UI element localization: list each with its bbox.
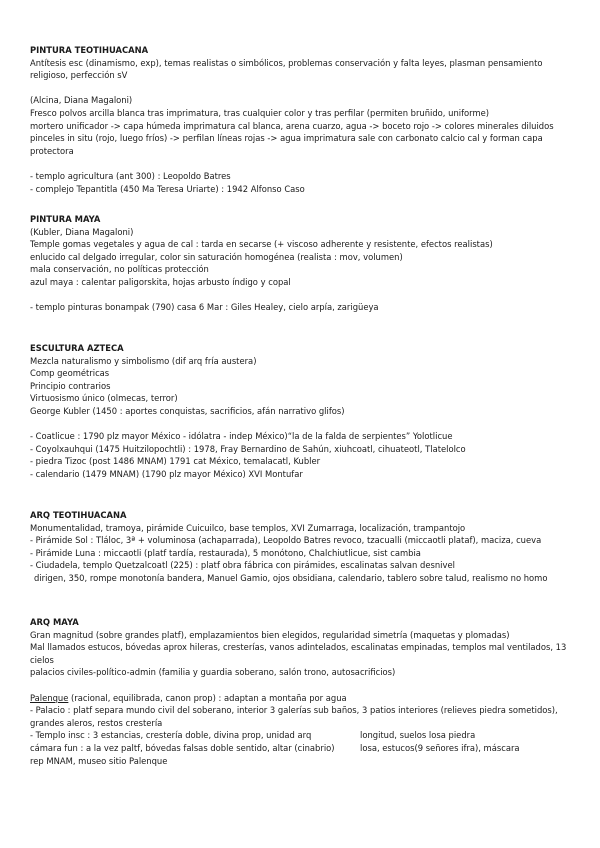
list-item: - Pirámide Luna : miccaotli (platf tardía, restaurada), 5 monótono, Chalchiutlicue, sist cambia (30, 547, 421, 558)
text-line: Temple gomas vegetales y agua de cal : tarda en secarse (+ viscoso adherente y resistente, efectos realistas) (30, 239, 493, 250)
list-item: - Palacio : platf separa mundo civil del soberano, interior 3 galerías sub baños, 3 patios interiores (relieves piedra sometidos), grandes aleros, restos crestería (30, 705, 558, 728)
templo-text: - Templo insc : 3 estancias, crestería doble, divina prop, unidad arq (30, 730, 312, 741)
text-line: Antítesis esc (dinamismo, exp), temas realistas o simbólicos, problemas conservación y falta leyes, plasman pensamiento religioso, perfección sV (30, 57, 543, 81)
list-item: - templo pinturas bonampak (790) casa 6 Mar : Giles Healey, cielo arpía, zarigüeya (30, 302, 379, 313)
section-title: ESCULTURA AZTECA (30, 343, 124, 353)
text-line: Virtuosismo único (olmecas, terror) (30, 393, 178, 404)
templo-line (30, 729, 575, 742)
section-title: PINTURA TEOTIHUACANA (30, 45, 149, 55)
section-title: ARQ TEOTIHUACANA (30, 510, 127, 520)
text-line: Gran magnitud (sobre grandes platf), emplazamientos bien elegidos, regularidad simetría (maquetas y plomadas) (30, 629, 510, 640)
text-line: George Kubler (1450 : aportes conquistas, sacrificios, afán narrativo glifos) (30, 405, 345, 416)
section-title: ARQ MAYA (30, 617, 79, 627)
text-line: (Kubler, Diana Magaloni) (30, 226, 134, 237)
list-item: - Coyolxauhqui (1475 Huitzilopochtli) : 1978, Fray Bernardino de Sahún, xiuhcoatl, cihuateotl, Tlatelolco (30, 443, 466, 454)
list-item: - Ciudadela, templo Quetzalcoatl (225) : platf obra fábrica con pirámides, escalinatas salvan desnivel (30, 560, 455, 571)
list-item: - complejo Tepantitla (450 Ma Teresa Uriarte) : 1942 Alfonso Caso (30, 183, 305, 194)
list-item: - calendario (1479 MNAM) (1790 plz mayor México) XVI Montufar (30, 468, 303, 479)
text-line: Principio contrarios (30, 380, 111, 391)
camara-text: cámara fun : a la vez paltf, bóvedas falsas doble sentido, altar (cinabrio) (30, 742, 335, 753)
list-item: - templo agricultura (ant 300) : Leopoldo Batres (30, 170, 231, 181)
text-line: azul maya : calentar paligorskita, hojas arbusto índigo y copal (30, 276, 291, 287)
palenque-heading: Palenque (30, 692, 69, 703)
text-line: dirigen, 350, rompe monotonía bandera, Manuel Gamio, ojos obsidiana, calendario, tablero sobre talud, realismo no homo (34, 572, 548, 583)
text-line: enlucido cal delgado irregular, color sin saturación homogénea (realista : mov, volumen) (30, 251, 403, 262)
text-line: Mezcla naturalismo y simbolismo (dif arq fría austera) (30, 355, 257, 366)
palenque-line (30, 692, 575, 705)
text-line: Fresco polvos arcilla blanca tras imprimatura, tras cualquier color y tras perfilar (permiten bruñido, uniforme) (30, 107, 490, 118)
camara-line (30, 742, 575, 755)
text-line: Monumentalidad, tramoya, pirámide Cuicuilco, base templos, XVI Zumarraga, localización, trampantojo (30, 522, 466, 533)
text-line: mala conservación, no políticas protección (30, 264, 209, 275)
list-item: - Coatlicue : 1790 plz mayor México - idólatra - indep México)“la de la falda de serpientes” Yolotlicue (30, 431, 453, 442)
palenque-description: (racional, equilibrada, canon prop) : adaptan a montaña por agua (68, 692, 347, 703)
camara-side-note: losa, estucos(9 señores ifra), máscara (360, 742, 520, 753)
section-arq-maya (30, 616, 575, 767)
list-item: - Pirámide Sol : Tláloc, 3ª + voluminosa (achaparrada), Leopoldo Batres revoco, tzacualli (miccaotli plataf), maciza, cueva (30, 535, 542, 546)
text-line: Mal llamados estucos, bóvedas aprox hileras, cresterías, vanos adintelados, escalinatas empinadas, templos mal ventilados, 13 cielos (30, 642, 567, 665)
section-escultura-azteca (30, 342, 575, 481)
section-pintura-maya (30, 213, 575, 314)
section-pintura-teotihuacana (30, 44, 575, 195)
text-line: (Alcina, Diana Magaloni) (30, 95, 133, 106)
text-line: mortero unificador -> capa húmeda imprimatura cal blanca, arena cuarzo, agua -> boceto rojo -> colores minerales diluidos pinceles in situ (rojo, luego fríos) -> perfilan líneas rojas -> agua imprimatura sale con carbonato calcio cal y forman capa protectora (30, 120, 554, 156)
templo-side-note: longitud, suelos losa piedra (360, 730, 476, 741)
text-line: rep MNAM, museo sitio Palenque (30, 755, 168, 766)
section-title: PINTURA MAYA (30, 214, 101, 224)
text-line: palacios civiles-político-admin (familia y guardia soberano, salón trono, autosacrificios) (30, 667, 396, 678)
list-item: - piedra Tizoc (post 1486 MNAM) 1791 cat México, temalacatl, Kubler (30, 456, 321, 467)
text-line: Comp geométricas (30, 368, 110, 379)
section-arq-teotihuacana (30, 509, 575, 585)
